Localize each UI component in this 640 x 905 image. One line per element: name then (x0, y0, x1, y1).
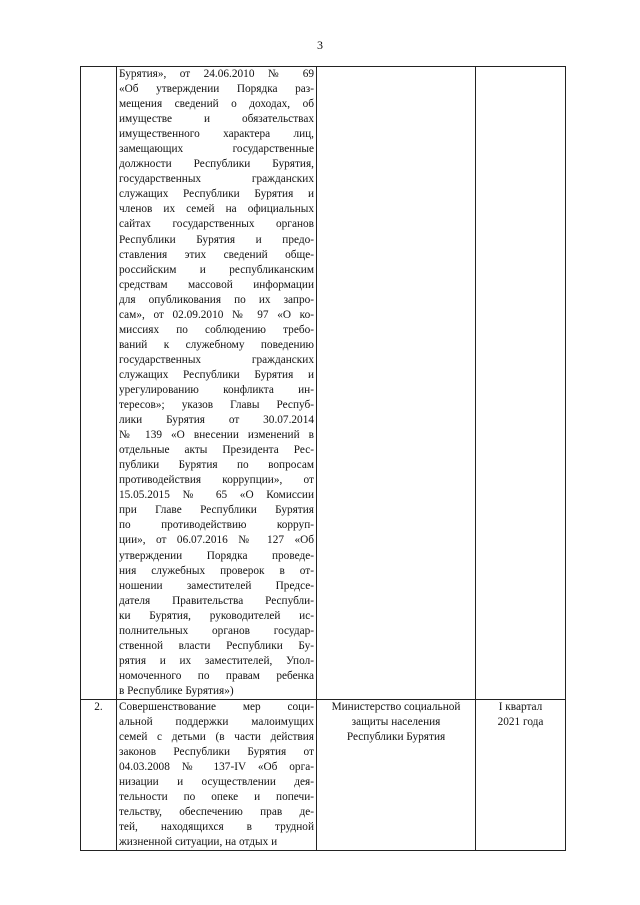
text-line: низации и осуществлении дея- (119, 776, 314, 789)
text-line: имуществе и обязательствах (119, 113, 314, 126)
text-line: служащих Республики Бурятия и (119, 188, 314, 201)
text-line: ношении заместителей Предсе- (119, 579, 314, 592)
measure-text (119, 700, 314, 850)
row-number: 2. (94, 700, 103, 713)
text-line: альной поддержки малоимущих (119, 716, 314, 729)
text-line: Республики Бурятия (346, 731, 446, 744)
text-line: ции», от 06.07.2016 № 127 «Об (119, 534, 314, 547)
text-line: тельству, обеспечению прав де- (119, 806, 314, 819)
text-line: сайтах государственных органов (119, 218, 314, 231)
text-line: дателя Правительства Республи- (119, 594, 314, 607)
text-line: рятия и их заместителей, Упол- (119, 654, 314, 667)
text-line: при Главе Республики Бурятия (119, 504, 314, 517)
text-line: имущественного характера лиц, (119, 128, 314, 141)
text-line: жизненной ситуации, на отдых и (119, 836, 278, 849)
text-line: по противодействию корруп- (119, 519, 314, 532)
text-line: семей с детьми (в части действия (119, 731, 314, 744)
deadline-text (478, 700, 563, 730)
deadline-cell (476, 699, 566, 850)
text-line: мещения сведений о доходах, об (119, 98, 314, 111)
text-line: полнительных органов государ- (119, 624, 314, 637)
text-line: ваний к служебному поведению (119, 338, 314, 351)
text-line: утверждении Порядка проведе- (119, 549, 314, 562)
text-line: тересов»; указов Главы Респуб- (119, 399, 314, 412)
text-line: Министерство социальной (331, 700, 461, 713)
executor-cell (317, 699, 476, 850)
measure-text-cell (117, 699, 317, 850)
text-line: противодействия коррупции», от (119, 474, 314, 487)
text-line: 15.05.2015 № 65 «О Комиссии (119, 489, 314, 502)
measure-text (119, 67, 314, 699)
text-line: Совершенствование мер соци- (119, 700, 314, 713)
text-line: тельности по опеке и попечи- (119, 791, 314, 804)
measures-table (80, 66, 566, 851)
table-row (81, 699, 566, 850)
row-number-cell (81, 699, 117, 850)
text-line: законов Республики Бурятия от (119, 746, 314, 759)
text-line: должности Республики Бурятия, (119, 158, 314, 171)
table-row (81, 67, 566, 700)
text-line: Республики Бурятия и предо- (119, 233, 314, 246)
text-line: российским и республиканским (119, 263, 314, 276)
text-line: ственной власти Республики Бу- (119, 639, 314, 652)
text-line: для опубликования по их запро- (119, 293, 314, 306)
text-line: защиты населения (351, 716, 441, 729)
row-number-cell (81, 67, 117, 700)
text-line: служащих Республики Бурятия и (119, 368, 314, 381)
page-number: 3 (317, 38, 323, 52)
text-line: № 139 «О внесении изменений в (119, 429, 314, 442)
text-line: миссиях по соблюдению требо- (119, 323, 314, 336)
executor-cell (317, 67, 476, 700)
text-line: государственных гражданских (119, 353, 314, 366)
text-line: тей, находящихся в трудной (119, 821, 314, 834)
text-line: членов их семей на официальных (119, 203, 314, 216)
text-line: Бурятия», от 24.06.2010 № 69 (119, 68, 314, 80)
text-line: сам», от 02.09.2010 № 97 «О ко- (119, 308, 314, 321)
text-line: ния служебных проверок в от- (119, 564, 314, 577)
text-line: I квартал (498, 700, 543, 713)
text-line: публики Бурятия по вопросам (119, 459, 314, 472)
text-line: замещающих государственные (119, 143, 314, 156)
text-line: ки Бурятия, руководителей ис- (119, 609, 314, 622)
text-line: средствам массовой информации (119, 278, 314, 291)
text-line: номоченного по правам ребенка (119, 669, 314, 682)
text-line: ставления этих сведений обще- (119, 248, 314, 261)
text-line: в Республике Бурятия») (119, 684, 234, 697)
text-line: отдельные акты Президента Рес- (119, 444, 314, 457)
measure-text-cell (117, 67, 317, 700)
executor-text (319, 700, 473, 745)
text-line: государственных гражданских (119, 173, 314, 186)
text-line: лики Бурятия от 30.07.2014 (119, 414, 314, 427)
text-line: 2021 года (497, 716, 544, 729)
text-line: урегулированию конфликта ин- (119, 383, 314, 396)
text-line: 04.03.2008 № 137-IV «Об орга- (119, 761, 314, 774)
text-line: «Об утверждении Порядка раз- (119, 83, 314, 96)
deadline-cell (476, 67, 566, 700)
